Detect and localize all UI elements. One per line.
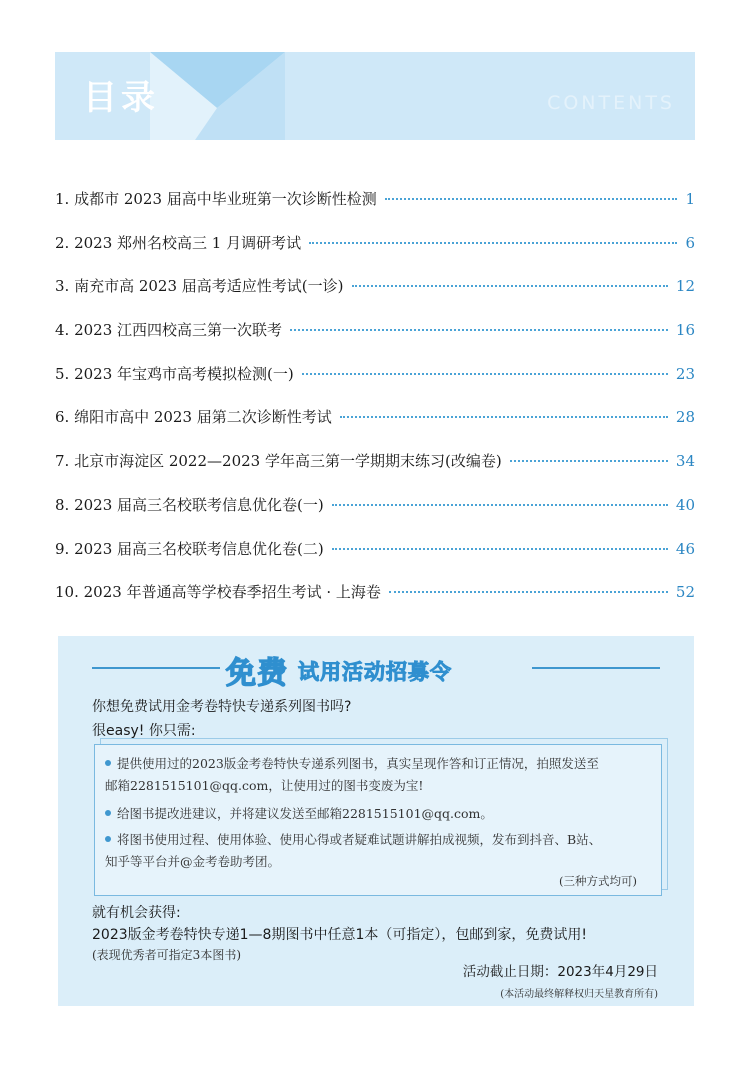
method-text: 知乎等平台并@金考卷助考团。 [105, 854, 281, 869]
page-subtitle: CONTENTS [547, 92, 675, 114]
promo-offer-note: (表现优秀者可指定3本图书) [92, 948, 241, 962]
toc-leader [352, 285, 668, 287]
toc-entry-title: 5. 2023 年宝鸡市高考模拟检测(一) [55, 364, 294, 383]
toc-leader [389, 591, 668, 593]
toc-leader [302, 373, 668, 375]
toc-entry[interactable] [55, 581, 695, 625]
toc-entry[interactable] [55, 232, 695, 276]
toc-entry-title: 10. 2023 年普通高等学校春季招生考试 · 上海卷 [55, 583, 381, 602]
heading-rule-left [92, 667, 220, 669]
promo-deadline: 活动截止日期：2023年4月29日 [462, 964, 658, 980]
method-text: 邮箱2281515101@qq.com，让使用过的图书变废为宝! [105, 778, 424, 793]
toc-entry-title: 4. 2023 江西四校高三第一次联考 [55, 321, 283, 340]
contents-banner [55, 52, 695, 140]
promo-question: 你想免费试用金考卷特快专递系列图书吗? [92, 699, 352, 715]
promo-rights: (本活动最终解释权归天星教育所有) [500, 989, 658, 1000]
method-item [105, 753, 650, 797]
toc-entry-title: 9. 2023 届高三名校联考信息优化卷(二) [55, 539, 324, 558]
toc-entry-page: 28 [675, 408, 695, 427]
method-item [105, 829, 650, 873]
promo-heading-rest: 试用活动招募令 [298, 660, 452, 684]
toc-entry-title: 8. 2023 届高三名校联考信息优化卷(一) [55, 495, 324, 514]
toc-entry[interactable] [55, 275, 695, 319]
toc-entry-page: 23 [675, 364, 695, 383]
toc-entry-page: 6 [685, 233, 695, 252]
toc-leader [290, 329, 668, 331]
methods-box [94, 744, 662, 896]
toc-entry-page: 16 [675, 321, 695, 340]
method-item [105, 803, 650, 825]
method-text: 提供使用过的2023版金考卷特快专递系列图书，真实呈现作答和订正情况，拍照发送至 [117, 756, 599, 771]
toc-entry[interactable] [55, 363, 695, 407]
promo-heading-big: 免费 [226, 656, 288, 691]
toc-entry-page: 40 [675, 495, 695, 514]
page-title: 目录 [83, 78, 159, 118]
toc-entry-title: 1. 成都市 2023 届高中毕业班第一次诊断性检测 [55, 190, 377, 208]
method-text: 将图书使用过程、使用体验、使用心得或者疑难试题讲解拍成视频，发布到抖音、B站、 [117, 832, 602, 847]
heading-rule-right [532, 667, 660, 669]
promo-easy: 很easy! 你只需: [92, 723, 196, 739]
bullet-icon [105, 810, 111, 816]
promo-chance: 就有机会获得: [92, 905, 181, 921]
promo-offer: 2023版金考卷特快专递1—8期图书中任意1本（可指定），包邮到家，免费试用! [92, 927, 587, 943]
free-trial-promo [58, 636, 694, 1006]
toc-entry-title: 2. 2023 郑州名校高三 1 月调研考试 [55, 233, 302, 252]
toc-entry[interactable] [55, 538, 695, 582]
toc-entry[interactable] [55, 450, 695, 494]
toc-leader [510, 460, 668, 462]
toc-entry[interactable] [55, 406, 695, 450]
toc-entry-page: 34 [675, 452, 695, 471]
promo-heading [58, 648, 694, 691]
toc-leader [332, 504, 668, 506]
toc-entry[interactable] [55, 188, 695, 232]
bullet-icon [105, 836, 111, 842]
method-text: 给图书提改进建议，并将建议发送至邮箱2281515101@qq.com。 [117, 806, 493, 821]
toc-leader [340, 416, 668, 418]
toc-leader [309, 242, 677, 244]
toc-entry-page: 12 [675, 277, 695, 296]
toc-leader [332, 548, 668, 550]
toc-entry-page: 46 [675, 539, 695, 558]
toc-entry[interactable] [55, 494, 695, 538]
table-of-contents [55, 188, 695, 625]
toc-entry-title: 7. 北京市海淀区 2022—2023 学年高三第一学期期末练习(改编卷) [55, 452, 502, 471]
toc-entry-title: 3. 南充市高 2023 届高考适应性考试(一诊) [55, 277, 344, 296]
bullet-icon [105, 760, 111, 766]
toc-entry[interactable] [55, 319, 695, 363]
methods-note: (三种方式均可) [559, 874, 637, 888]
toc-leader [385, 198, 678, 200]
toc-entry-title: 6. 绵阳市高中 2023 届第二次诊断性考试 [55, 408, 332, 427]
toc-entry-page: 52 [675, 583, 695, 602]
toc-entry-page: 1 [685, 190, 695, 208]
